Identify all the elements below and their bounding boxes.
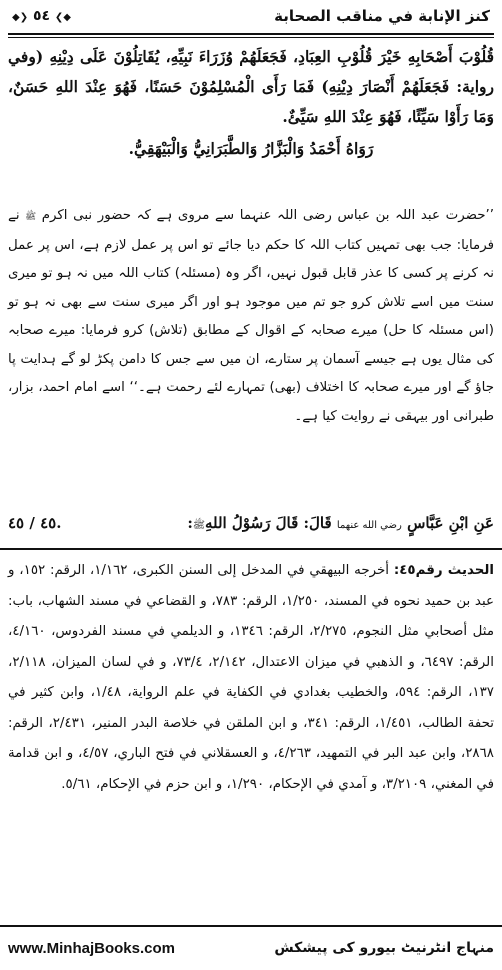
footer-rule <box>0 925 502 927</box>
page-header <box>0 0 502 32</box>
page-number <box>12 8 71 24</box>
isnad-suffix: : <box>187 513 193 532</box>
page-number-value: ٥٤ <box>32 8 51 24</box>
ornament-left: ❮◆ <box>12 12 29 23</box>
website-link[interactable]: www.MinhajBooks.com <box>8 939 175 957</box>
blessing-glyph: ﷺ <box>25 212 37 222</box>
book-title: كنز الإنابة في مناقب الصحابة <box>274 7 490 25</box>
translation-part-2: نے فرمایا: جب بھی تمہیں کتاب اللہ کا حکم دیا جائے تو اس پر عمل لازم ہے، اس پر عمل نہ کرنے پر کسی کا عذر قابل قبول نہیں، اگر وہ (مسئلہ) کتاب اللہ میں نہ ہو تو میری سنت میں اسے تلاش کرو جو تم میں موجود ہو اور اگر میری سنت سے بھی نہ ہو تو (اس مسئلہ کا حل) میرے صحابہ کے اقوال کے مطابق (تلاش) کرو فرمایا: میرے صحابہ کی مثال یوں ہے جیسے آسمان پر ستارے، ان میں سے جس کا دامن پکڑ لو گے ہدایت پا جاؤ گے اور میرے صحابہ کا اختلاف (بھی) تمہارے لئے رحمت ہے۔‘‘ اسے امام احمد، بزار، طبرانی اور بیہقی نے روایت کیا ہے۔ <box>8 208 494 424</box>
header-rule <box>8 33 494 35</box>
urdu-translation <box>8 202 494 431</box>
isnad-part-2: قَالَ: قَالَ رَسُوْلُ اللهِ <box>204 513 332 532</box>
next-hadith-isnad <box>8 508 494 538</box>
header-rule-thin <box>8 37 494 38</box>
publisher-credit: منہاج انٹرنیٹ بیورو کی پیشکش <box>274 940 494 956</box>
hadith-arabic: قُلُوْبَ أَصْحَابِهِ خَيْرَ قُلُوْبِ العِبَادِ، فَجَعَلَهُمْ وُزَرَاءَ نَبِيِّهِ، يُقَاتِلُوْنَ عَلَى دِيْنِهِ (وفي رواية: فَجَعَلَهُمْ أَنْصَارَ دِيْنِهِ) فَمَا رَأَى الْمُسْلِمُوْنَ حَسَنًا، فَهُوَ عِنْدَ اللهِ حَسَنٌ، وَمَا رَأَوْا سَيِّئًا، فَهُوَ عِنْدَ اللهِ سَيِّئٌ. <box>8 47 494 126</box>
hadith-narrators: رَوَاهُ أَحْمَدُ وَالْبَزَّارُ وَالطَّبَرَانِيُّ وَالْبَيْهَقِيُّ. <box>128 139 374 158</box>
ornament-right: ◆❯ <box>54 12 71 23</box>
footnote-heading: الحديث رقم٤٥: <box>393 563 494 578</box>
radhi-allahu-anhuma: رضي الله عنهما <box>336 519 402 531</box>
translation-part-1: ’’حضرت عبد اللہ بن عباس رضی اللہ عنہما سے مروی ہے کہ حضور نبی اکرم <box>36 208 494 223</box>
footnote-text: أخرجه البيهقي في المدخل إلى السنن الكبرى، ١/١٦٢، الرقم: ١٥٢، و عبد بن حميد نحوه في المسند، ١/٢٥٠، الرقم: ٧٨٣، و القضاعي في مسند الشهاب، باب: مثل أصحابي مثل النجوم، ٢/٢٧٥، الرقم: ١٣٤٦، و الديلمي في مسند الفردوس، ٤/١٦٠، الرقم: ٦٤٩٧، و الذهبي في ميزان الاعتدال، ٢/١٤٢، ٧٣/٤، و في لسان الميزان، ٢/١١٨، ١٣٧، الرقم: ٥٩٤، والخطيب بغدادي في الكفاية في علم الرواية، ١/٤٨، وابن كثير في تحفة الطالب، ١/٤٥١، الرقم: ٣٤١، و ابن الملقن في خلاصة البدر المنير، ٢/٤٣١، الرقم: ٢٨٦٨، وابن عبد البر في التمهيد، ٤/٢٦٣، و العسقلاني في فتح الباري، ٤/٥٧، و ابن قدامة في المغني، ٣/٢١٠٩، و آمدي في الإحكام، ١/٢٩٠، و ابن حزم في الإحكام، ٥/٦١. <box>8 563 495 792</box>
footnote-divider <box>0 548 502 550</box>
isnad-part-1: عَنِ ابْنِ عَبَّاسٍ <box>407 513 494 532</box>
isnad-text <box>187 514 494 533</box>
footnote-references <box>8 556 494 800</box>
hadith-number: ٤٥ / ٤٥. <box>8 514 62 532</box>
page-footer <box>0 930 502 966</box>
arabic-hadith-text <box>8 42 494 164</box>
isnad-blessing: ﷺ <box>192 519 205 531</box>
